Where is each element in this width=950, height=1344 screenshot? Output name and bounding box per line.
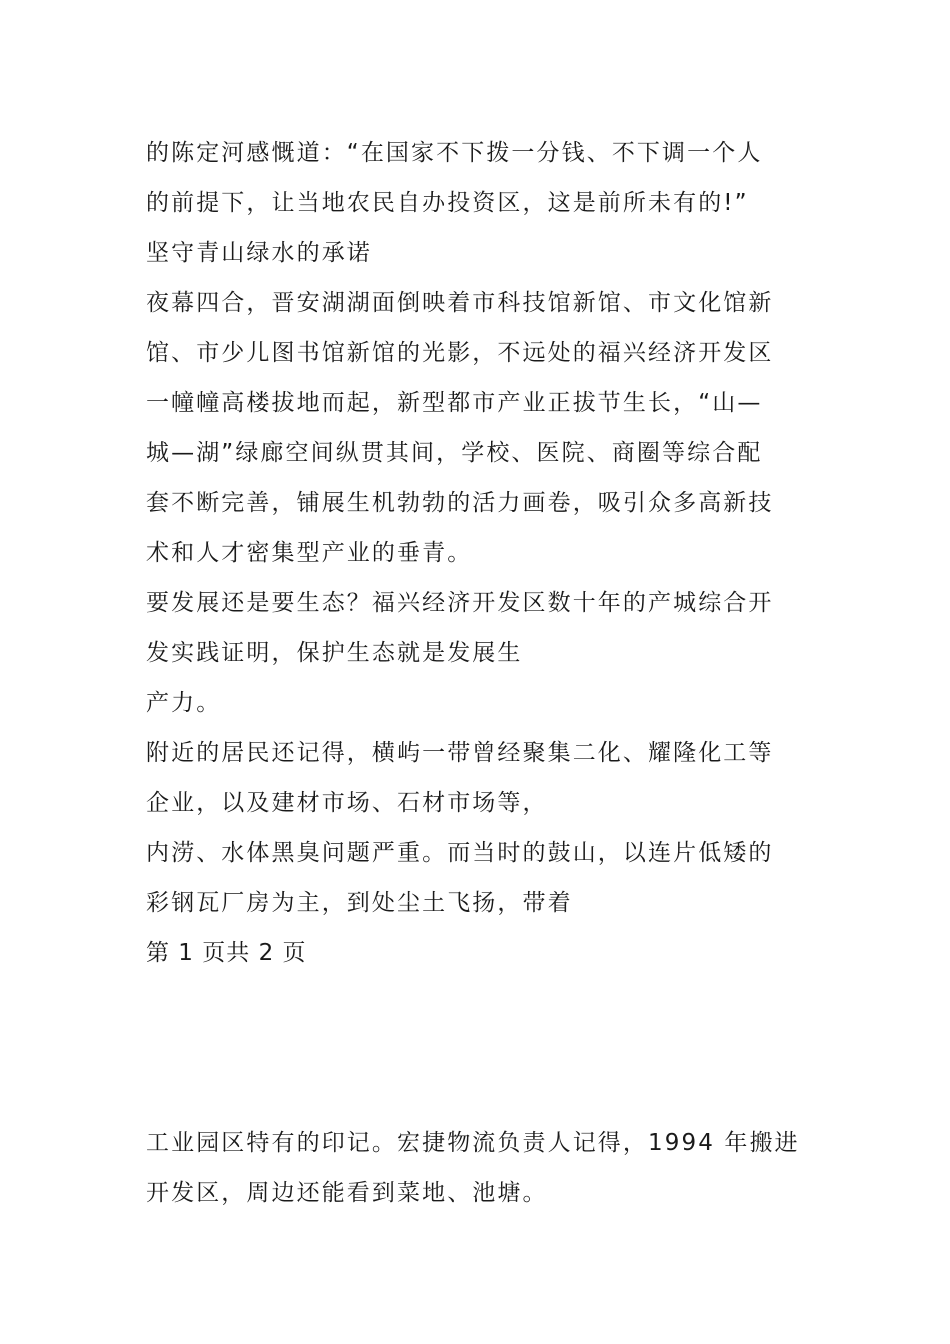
paragraph-line: 城—湖”绿廊空间纵贯其间，学校、医院、商圈等综合配 xyxy=(146,440,763,466)
paragraph-line: 要发展还是要生态？福兴经济开发区数十年的产城综合开 xyxy=(146,590,774,616)
section-heading: 坚守青山绿水的承诺 xyxy=(146,240,372,266)
paragraph-line: 术和人才密集型产业的垂青。 xyxy=(146,540,473,566)
page-number-footer: 第 1 页共 2 页 xyxy=(146,940,307,966)
paragraph-line: 企业，以及建材市场、石材市场等， xyxy=(146,790,548,816)
paragraph-line: 一幢幢高楼拔地而起，新型都市产业正拔节生长，“山— xyxy=(146,390,763,416)
paragraph-line: 发实践证明，保护生态就是发展生 xyxy=(146,640,523,666)
paragraph-line: 馆、市少儿图书馆新馆的光影，不远处的福兴经济开发区 xyxy=(146,340,774,366)
paragraph-line: 的前提下，让当地农民自办投资区，这是前所未有的!” xyxy=(146,190,749,216)
paragraph-line: 内涝、水体黑臭问题严重。而当时的鼓山，以连片低矮的 xyxy=(146,840,774,866)
paragraph-line: 产力。 xyxy=(146,690,222,716)
paragraph-line: 套不断完善，铺展生机勃勃的活力画卷，吸引众多高新技 xyxy=(146,490,774,516)
paragraph-line: 工业园区特有的印记。宏捷物流负责人记得，1994 年搬进 xyxy=(146,1130,800,1156)
paragraph-line: 夜幕四合，晋安湖湖面倒映着市科技馆新馆、市文化馆新 xyxy=(146,290,774,316)
paragraph-line: 彩钢瓦厂房为主，到处尘土飞扬，带着 xyxy=(146,890,573,916)
paragraph-line: 开发区，周边还能看到菜地、池塘。 xyxy=(146,1180,548,1206)
paragraph-line: 附近的居民还记得，横屿一带曾经聚集二化、耀隆化工等 xyxy=(146,740,774,766)
paragraph-line: 的陈定河感慨道：“在国家不下拨一分钱、不下调一个人 xyxy=(146,140,763,166)
